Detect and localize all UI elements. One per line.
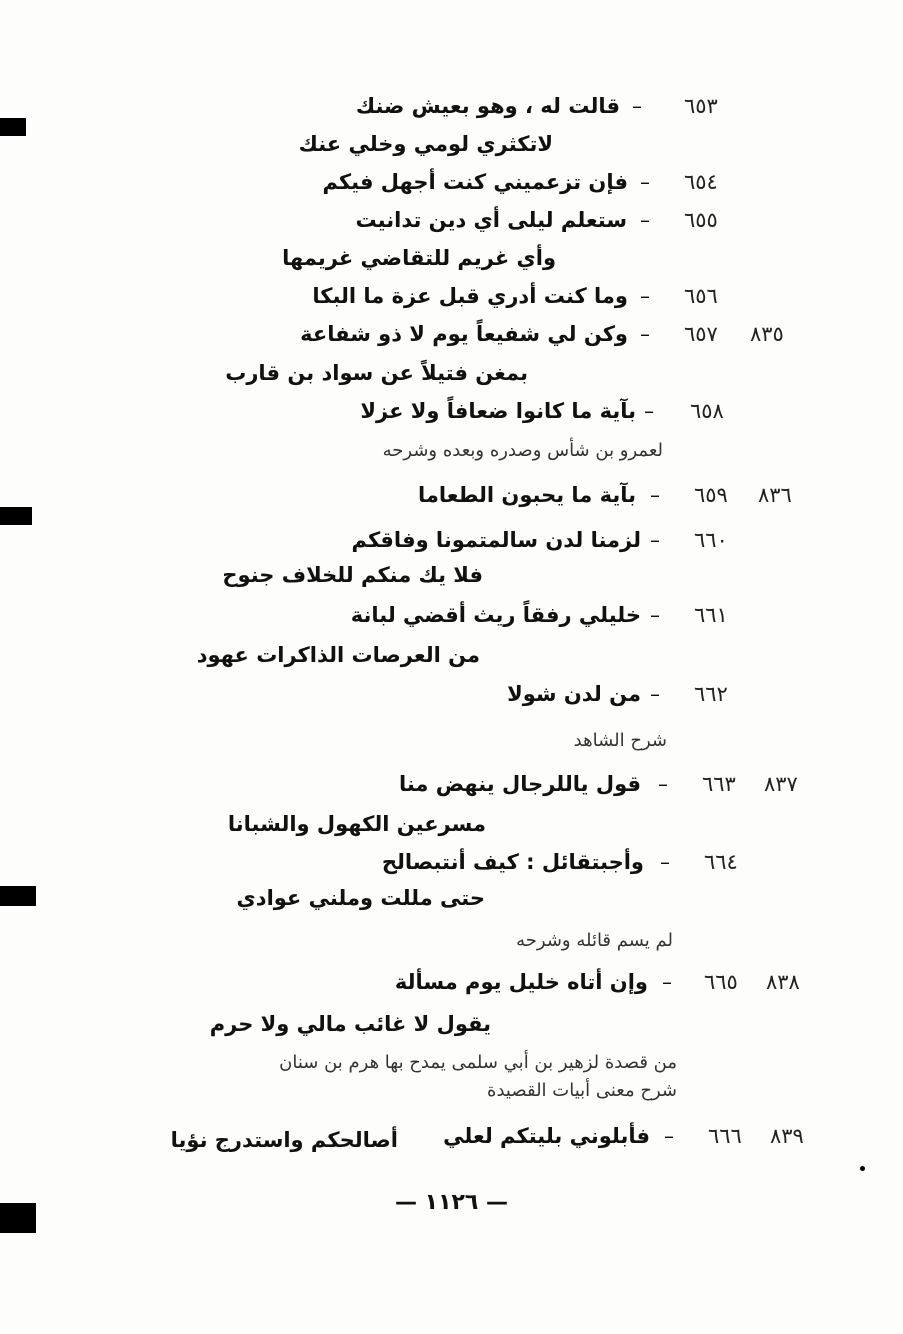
verse-number: ٦٥٥ — [684, 208, 718, 232]
scan-mark — [0, 886, 36, 906]
verse-number: ٦٦٠ — [694, 528, 728, 552]
commentary-note: شرح معنى أبيات القصيدة — [487, 1080, 677, 1101]
verse-number: ٦٦٦ — [708, 1124, 742, 1148]
verse-second-hemistich: حتى مللت وملني عوادي — [236, 886, 485, 910]
verse-first-hemistich: وأجبتقائل : كيف أنتبصالح — [381, 850, 644, 874]
verse-dash: – — [640, 208, 650, 232]
verse-first-hemistich: وما كنت أدري قبل عزة ما البكا — [312, 284, 628, 308]
verse-dash: – — [640, 284, 650, 308]
verse-dash: – — [644, 399, 654, 423]
verse-dash: – — [632, 94, 642, 118]
verse-second-hemistich: أصالحكم واستدرج نؤيا — [170, 1128, 398, 1152]
verse-first-hemistich: ستعلم ليلى أي دين تدانيت — [355, 208, 627, 232]
verse-number: ٦٥٨ — [690, 399, 724, 423]
verse-number: ٦٦٤ — [704, 850, 738, 874]
verse-first-hemistich: بآية ما كانوا ضعافاً ولا عزلا — [360, 399, 636, 423]
verse-first-hemistich: وكن لي شفيعاً يوم لا ذو شفاعة — [300, 322, 628, 346]
verse-first-hemistich: بآية ما يحبون الطعاما — [417, 483, 636, 507]
scan-mark — [0, 118, 26, 136]
verse-number: ٦٦٢ — [694, 682, 728, 706]
verse-dash: – — [660, 850, 670, 874]
scan-mark — [860, 1166, 865, 1171]
verse-dash: – — [664, 1124, 674, 1148]
page-reference: ٨٣٧ — [764, 772, 798, 796]
verse-number: ٦٥٦ — [684, 284, 718, 308]
commentary-note: شرح الشاهد — [573, 730, 667, 751]
commentary-note: لعمرو بن شأس وصدره وبعده وشرحه — [382, 440, 663, 461]
verse-number: ٦٥٧ — [684, 322, 718, 346]
commentary-note: من قصدة لزهير بن أبي سلمى يمدح بها هرم بن سنان — [279, 1052, 677, 1073]
page-reference: ٨٣٨ — [766, 970, 800, 994]
verse-number: ٦٦٥ — [704, 970, 738, 994]
verse-number: ٦٥٣ — [684, 94, 718, 118]
verse-dash: – — [650, 483, 660, 507]
verse-first-hemistich: لزمنا لدن سالمتمونا وفاقكم — [351, 528, 641, 552]
verse-number: ٦٥٩ — [694, 483, 728, 507]
verse-second-hemistich: وأي غريم للتقاضي غريمها — [282, 246, 556, 270]
verse-first-hemistich: من لدن شولا — [507, 682, 641, 706]
verse-dash: – — [658, 772, 668, 796]
verse-second-hemistich: بمغن فتيلاً عن سواد بن قارب — [225, 361, 528, 385]
verse-first-hemistich: قول ياللرجال ينهض منا — [398, 772, 641, 796]
verse-dash: – — [650, 682, 660, 706]
page-reference: ٨٣٩ — [770, 1124, 804, 1148]
commentary-note: لم يسم قائله وشرحه — [516, 930, 673, 951]
verse-second-hemistich: فلا يك منكم للخلاف جنوح — [222, 563, 483, 587]
verse-first-hemistich: فأبلوني بليتكم لعلي — [443, 1124, 650, 1148]
verse-first-hemistich: قالت له ، وهو بعيش ضنك — [355, 94, 620, 118]
verse-second-hemistich: مسرعين الكهول والشبانا — [227, 812, 486, 836]
page-reference: ٨٣٦ — [758, 483, 792, 507]
verse-dash: – — [640, 322, 650, 346]
verse-second-hemistich: يقول لا غائب مالي ولا حرم — [209, 1012, 491, 1036]
verse-number: ٦٦٣ — [702, 772, 736, 796]
verse-first-hemistich: وإن أتاه خليل يوم مسألة — [394, 970, 648, 994]
scan-mark — [0, 507, 32, 525]
verse-second-hemistich: لاتكثري لومي وخلي عنك — [298, 132, 553, 156]
verse-first-hemistich: خليلي رفقاً ريث أقضي لبانة — [350, 603, 641, 627]
page-number: — ١١٢٦ — — [394, 1190, 509, 1215]
verse-number: ٦٥٤ — [684, 170, 718, 194]
verse-dash: – — [640, 170, 650, 194]
verse-dash: – — [650, 528, 660, 552]
verse-first-hemistich: فإن تزعميني كنت أجهل فيكم — [322, 170, 628, 194]
verse-second-hemistich: من العرصات الذاكرات عهود — [196, 643, 480, 667]
verse-dash: – — [662, 970, 672, 994]
verse-number: ٦٦١ — [694, 603, 728, 627]
verse-dash: – — [650, 603, 660, 627]
page-reference: ٨٣٥ — [750, 322, 784, 346]
